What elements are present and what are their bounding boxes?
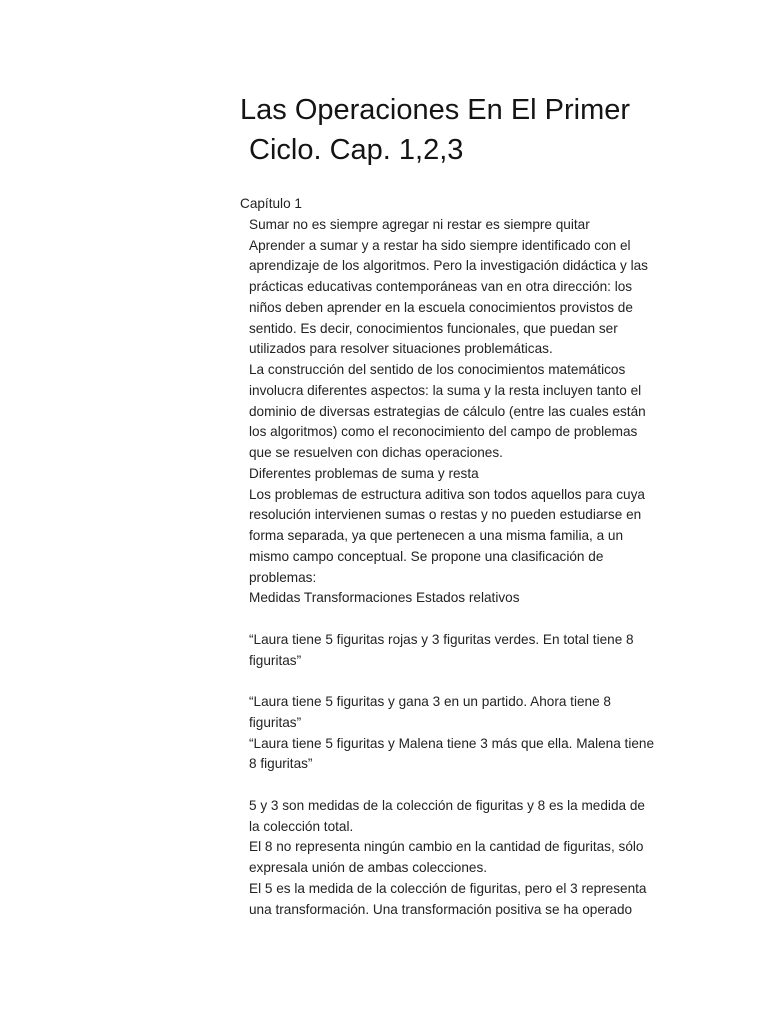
text-line: la colección total.: [249, 818, 354, 834]
document-title: [240, 90, 740, 170]
text-line: El 8 no representa ningún cambio en la cantidad de figuritas, sólo: [249, 839, 644, 855]
text-line: sentido. Es decir, conocimientos funcionales, que puedan ser: [249, 320, 618, 336]
text-line: resolución intervienen sumas o restas y no pueden estudiarse en: [249, 507, 642, 523]
example-line: figuritas”: [249, 652, 302, 668]
text-line: Medidas Transformaciones Estados relativos: [249, 590, 520, 606]
example-line: figuritas”: [249, 714, 302, 730]
document-body: [240, 194, 670, 920]
text-line: aprendizaje de los algoritmos. Pero la investigación didáctica y las: [249, 258, 648, 274]
example-line: 8 figuritas”: [249, 756, 313, 772]
text-line: prácticas educativas contemporáneas van en otra dirección: los: [249, 279, 633, 294]
example-line: “Laura tiene 5 figuritas y Malena tiene 3 más que ella. Malena tiene: [249, 735, 655, 751]
text-line: La construcción del sentido de los conocimientos matemáticos: [249, 362, 626, 377]
text-line: Los problemas de estructura aditiva son todos aquellos para cuya: [249, 486, 645, 502]
text-line: involucra diferentes aspectos: la suma y la resta incluyen tanto el: [249, 382, 642, 398]
text-line: utilizados para resolver situaciones problemáticas.: [249, 341, 553, 357]
title-line-2: Ciclo. Cap. 1,2,3: [249, 134, 464, 166]
text-line: Aprender a sumar y a restar ha sido siempre identificado con el: [249, 237, 631, 253]
paragraph-gap: [240, 775, 670, 796]
paragraph-gap: [240, 671, 670, 692]
paragraph-gap: [240, 609, 670, 630]
title-line-1: Las Operaciones En El Primer: [240, 94, 631, 126]
text-line: dominio de diversas estrategias de cálculo (entre las cuales están: [249, 403, 646, 419]
text-line: 5 y 3 son medidas de la colección de figuritas y 8 es la medida de: [249, 797, 645, 813]
text-line: expresala unión de ambas colecciones.: [249, 860, 488, 875]
text-line: los algoritmos) como el reconocimiento del campo de problemas: [249, 424, 638, 440]
text-line: una transformación. Una transformación positiva se ha operado: [249, 901, 633, 917]
text-line: Diferentes problemas de suma y resta: [249, 465, 479, 481]
text-line: Sumar no es siempre agregar ni restar es siempre quitar: [249, 216, 590, 232]
text-line: que se resuelven con dichas operaciones.: [249, 445, 503, 460]
example-line: “Laura tiene 5 figuritas rojas y 3 figuritas verdes. En total tiene 8: [249, 631, 634, 647]
text-line: forma separada, ya que pertenecen a una misma familia, a un: [249, 528, 624, 543]
chapter-heading: Capítulo 1: [240, 196, 302, 211]
example-line: “Laura tiene 5 figuritas y gana 3 en un partido. Ahora tiene 8: [249, 694, 611, 709]
text-line: niños deben aprender en la escuela conocimientos provistos de: [249, 299, 633, 315]
text-line: El 5 es la medida de la colección de figuritas, pero el 3 representa: [249, 880, 647, 896]
text-line: mismo campo conceptual. Se propone una clasificación de: [249, 548, 604, 564]
text-line: problemas:: [249, 569, 317, 585]
